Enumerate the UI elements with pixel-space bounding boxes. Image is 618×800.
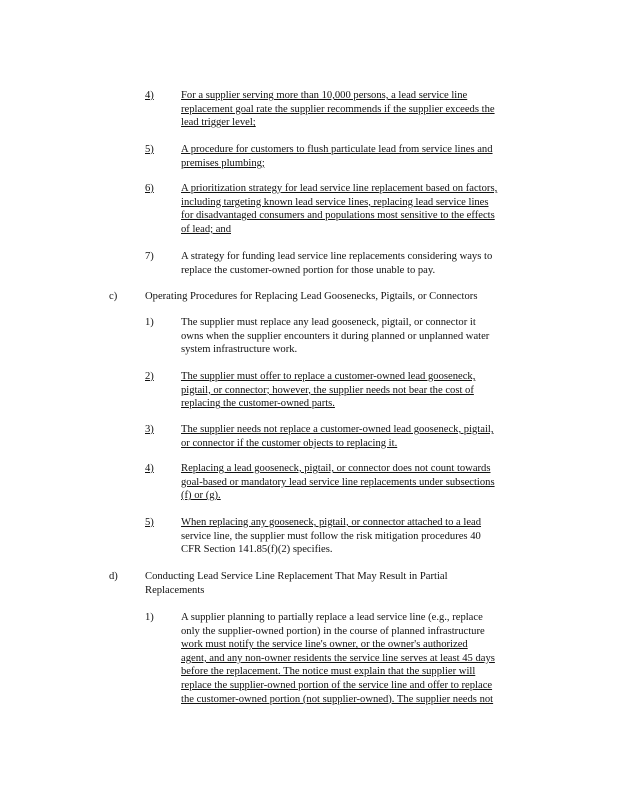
item-label: 5) — [145, 517, 154, 528]
list-item: For a supplier serving more than 10,000 persons, a lead service line replacement goal rate the supplier recommends if the supplier exceeds the lead trigger level; — [181, 90, 495, 129]
section-label: c) — [109, 291, 118, 302]
list-item: The supplier needs not replace a customer-owned lead gooseneck, pigtail, or connector if the customer objects to replacing it. — [181, 424, 494, 449]
item-label: 5) — [145, 144, 154, 155]
item-label: 4) — [145, 463, 154, 474]
item-label: 3) — [145, 424, 154, 435]
list-item: A supplier planning to partially replace a lead service line (e.g., replace only the supplier-owned portion) in the course of planned infrastructure work must notify the service line's owner, or the owner's authorized agent, and any non-owner residents the service line serves at least 45 days before the replacement. The notice must explain that the supplier will replace the supplier-owned portion of the service line and offer to replace the customer-owned portion (not supplier-owned). The supplier needs not — [181, 612, 495, 705]
list-item: When replacing any gooseneck, pigtail, or connector attached to a lead service line, the supplier must follow the risk mitigation procedures 40 CFR Section 141.85(f)(2) specifies. — [181, 517, 482, 556]
list-item: A procedure for customers to flush particulate lead from service lines and premises plumbing; — [181, 144, 493, 169]
item-label: 6) — [145, 183, 154, 194]
list-item: A prioritization strategy for lead service line replacement based on factors, including targeting known lead service lines, replacing lead service lines for disadvantaged consumers and populations most sensitive to the effects of lead; and — [181, 183, 498, 235]
section-heading: Conducting Lead Service Line Replacement That May Result in Partial Replacements — [145, 571, 448, 596]
list-item: The supplier must replace any lead gooseneck, pigtail, or connector it owns when the supplier encounters it during planned or unplanned water system infrastructure work. — [181, 317, 490, 356]
section-heading: Operating Procedures for Replacing Lead Goosenecks, Pigtails, or Connectors — [145, 291, 478, 302]
list-item: A strategy for funding lead service line replacements considering ways to replace the customer-owned portion for those unable to pay. — [181, 251, 493, 276]
item-label: 4) — [145, 90, 154, 101]
item-label: 1) — [145, 612, 154, 623]
item-label: 2) — [145, 371, 154, 382]
section-label: d) — [109, 571, 118, 582]
item-label: 1) — [145, 317, 154, 328]
item-label: 7) — [145, 251, 154, 262]
list-item: Replacing a lead gooseneck, pigtail, or connector does not count towards goal-based or mandatory lead service line replacements under subsections (f) or (g). — [181, 463, 495, 502]
list-item: The supplier must offer to replace a customer-owned lead gooseneck, pigtail, or connector; however, the supplier needs not bear the cost of replacing the customer-owned parts. — [181, 371, 476, 410]
